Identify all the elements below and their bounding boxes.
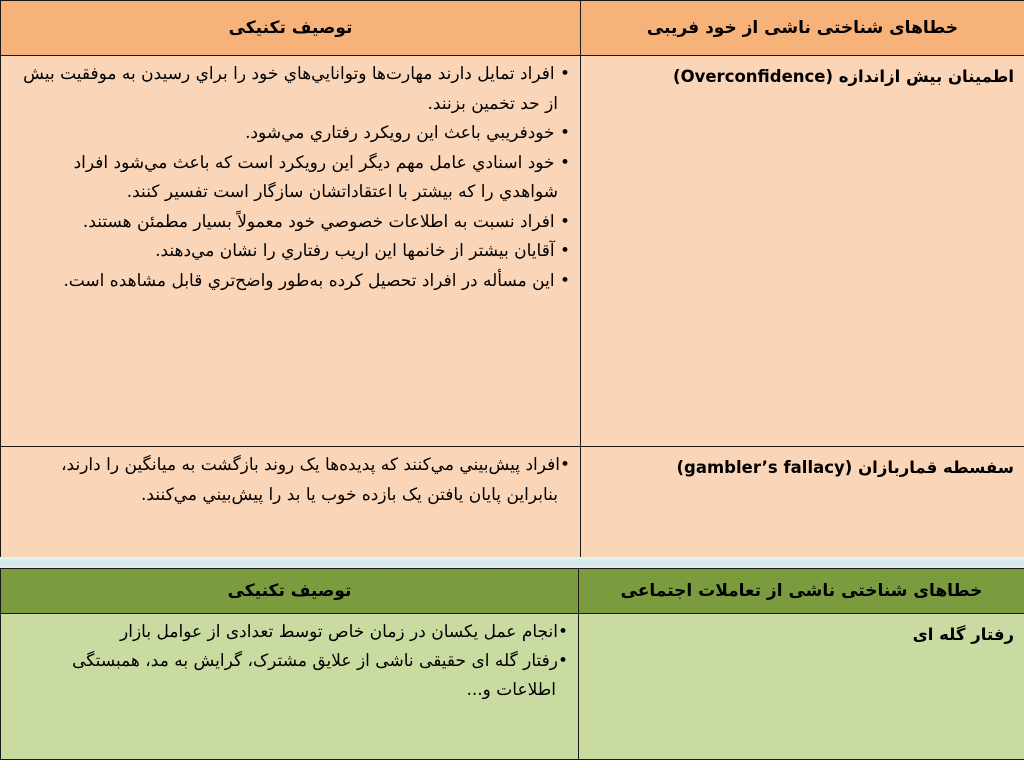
bias-name-herding: رفتار گله ای [912,625,1014,644]
description-cell [1,447,581,559]
description-cell [1,56,581,447]
bias-name-cell [579,614,1024,760]
list-item: • افراد نسبت به اطلاعات خصوصي خود معمولاً بسيار مطمئن هستند. [82,211,570,232]
description-column-header: توصیف تکنیکی [1,569,579,614]
list-item: • افراد تمايل دارند مهارت‌ها وتوانايي‌هاي خود را براي رسيدن به موفقيت بيش از حد تخمين بزنند. [23,64,570,114]
biases-column-header: خطاهای شناختی ناشی از تعاملات اجتماعی [579,569,1024,614]
biases-column-header: خطاهای شناختی ناشی از خود فریبی [581,1,1024,56]
table-row [1,614,1024,760]
social-interaction-biases-table [0,568,1024,760]
list-item: • آقايان بيشتر از خانمها اين اريب رفتاري را نشان مي‌دهند. [155,241,570,261]
bias-name-cell [581,447,1024,559]
bullet-list [1,447,580,514]
table-header-row [1,1,1024,56]
bias-name-overconfidence: اطمینان بیش ازاندازه (Overconfidence) [673,67,1014,86]
bias-name-cell [581,56,1024,447]
description-column-header: توصیف تکنیکی [1,1,581,56]
list-item: •افراد پيش‌بيني مي‌كنند كه پديده‌ها يک روند بازگشت به ميانگين را دارند، بنابراين پايان يافتن يک بازده خوب يا بد را پيش‌بيني مي‌كنند. [61,455,570,505]
list-item: • اين مسأله در افراد تحصيل كرده به‌طور واضح‌تري قابل مشاهده است. [63,270,570,291]
table-row [1,56,1024,447]
description-cell [1,614,579,760]
list-item: • خودفريبي باعث اين رويكرد رفتاري مي‌شود. [245,123,570,143]
bias-name-gamblers-fallacy: سفسطه قماربازان (gambler’s fallacy) [676,458,1014,477]
list-item: •انجام عمل یکسان در زمان خاص توسط تعدادی از عوامل بازار [120,622,568,642]
list-item: •رفتار گله ای حقیقی ناشی از علایق مشترک، گرایش به مد، همبستگی اطلاعات و... [72,651,568,700]
bullet-list [1,56,580,300]
table-row [1,447,1024,559]
list-item: • خود اسنادي عامل مهم ديگر اين رويكرد است كه باعث مي‌شود افراد شواهدي را كه بيشتر با اعتقاداتشان سازگار است تفسير كنند. [73,152,570,202]
bullet-list [1,614,578,709]
table-header-row [1,569,1024,614]
